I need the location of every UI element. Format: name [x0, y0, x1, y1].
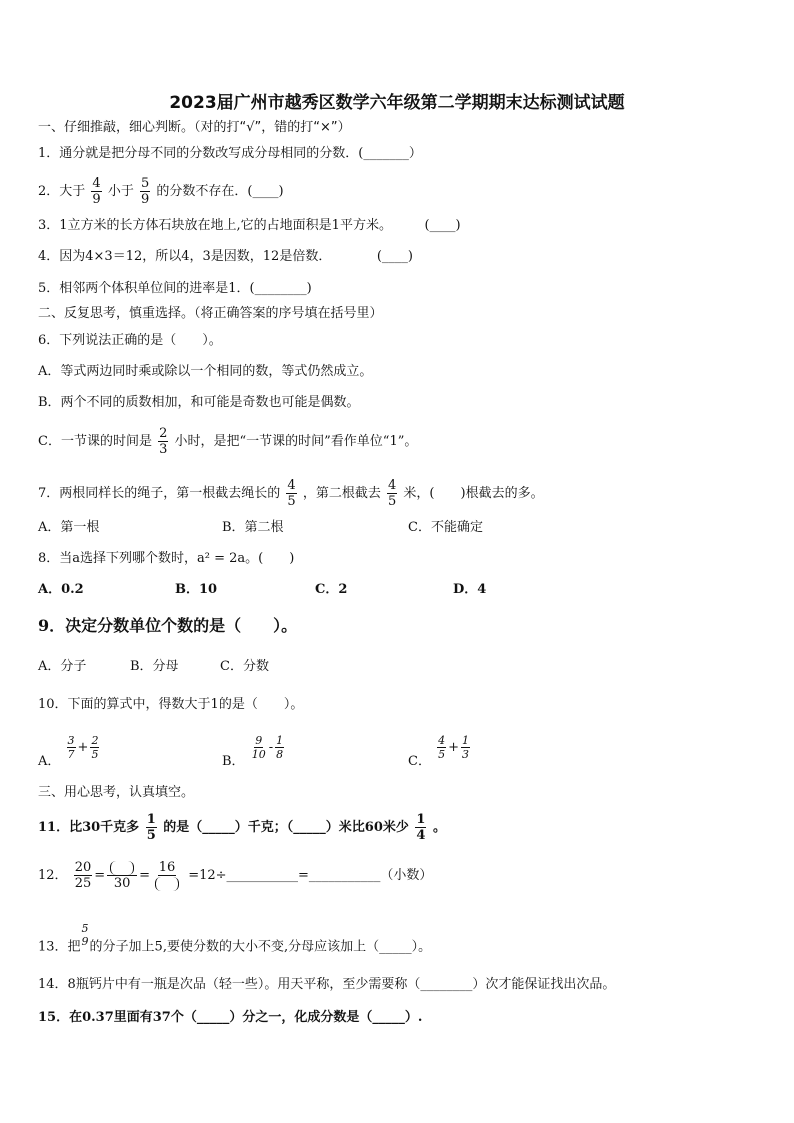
question-10-option-a [38, 734, 101, 772]
question-1: 1．通分就是把分母不同的分数改写成分母相同的分数．(_______） [38, 146, 422, 161]
question-2 [38, 176, 284, 207]
q2-post: 的分数不存在．(____) [156, 184, 284, 199]
question-8-option-d: D．4 [453, 582, 487, 597]
question-10-option-b [222, 734, 286, 772]
question-15: 15．在0.37里面有37个（_____）分之一，化成分数是（_____）. [38, 1010, 423, 1025]
fraction: $\frac{1}{4}$ [416, 812, 426, 843]
question-6-option-c [38, 426, 417, 457]
question-10-option-c [408, 734, 472, 772]
q13-label: 13．把 [38, 939, 81, 955]
fraction: $\frac{1}{5}$ [146, 812, 156, 843]
q11-post: 。 [433, 820, 447, 835]
fraction: $\frac{4}{5}$ [388, 478, 397, 509]
fraction: $\frac{3}{7}$ [67, 734, 75, 761]
q12-label: 12． [38, 868, 68, 883]
fraction: $\frac{4}{5}$ [287, 478, 296, 509]
option-label: A． [38, 754, 61, 769]
q2-pre: 2．大于 [38, 184, 86, 199]
q11-mid: 的是（_____）千克；（_____）米比60米少 [163, 820, 409, 835]
equals-sign: = [94, 868, 106, 883]
operator: - [268, 740, 274, 755]
fraction: $\frac{2}{3}$ [159, 426, 168, 457]
operator: + [448, 740, 459, 755]
q13-post: 的分子加上5,要使分数的大小不变,分母应该加上（_____）。 [89, 939, 432, 955]
q7-post: 米，( )根截去的多。 [403, 486, 544, 501]
fraction: $\frac{4}{9}$ [92, 176, 101, 207]
page-title: 2023届广州市越秀区数学六年级第二学期期末达标测试试题 [169, 93, 625, 113]
q6c-post: 小时，是把“一节课的时间”看作单位“1”。 [174, 434, 418, 449]
question-8-option-c: C．2 [315, 582, 348, 597]
question-3: 3．1立方米的长方体石块放在地上,它的占地面积是1平方米。 (____) [38, 218, 461, 233]
fraction: $\frac{1}{3}$ [462, 734, 469, 761]
q7-mid: ，第二根截去 [302, 486, 381, 501]
question-9-option-a: A．分子 [38, 659, 87, 674]
fraction: $\frac{2}{5}$ [91, 734, 99, 761]
option-label: B． [222, 754, 245, 769]
question-8-option-a: A．0.2 [38, 582, 84, 597]
q2-mid: 小于 [107, 184, 134, 199]
option-label: C． [408, 754, 431, 769]
question-7-option-c: C．不能确定 [408, 520, 483, 535]
question-10-stem: 10．下面的算式中，得数大于1的是（ ）。 [38, 697, 304, 712]
question-9-option-c: C．分数 [220, 659, 269, 674]
fraction: $\frac{4}{5}$ [438, 734, 446, 761]
q12-tail: =12÷___________=___________（小数） [188, 868, 433, 883]
q7-pre: 7．两根同样长的绳子，第一根截去绳长的 [38, 486, 281, 501]
question-4: 4．因为4×3＝12，所以4，3是因数，12是倍数． (____) [38, 249, 413, 264]
q6c-pre: C．一节课的时间是 [38, 434, 152, 449]
equals-sign: = [139, 868, 151, 883]
fraction: 5 9 [81, 922, 89, 948]
section-3-heading: 三、用心思考，认真填空。 [38, 785, 195, 800]
question-9-option-b: B．分母 [130, 659, 179, 674]
question-7-stem [38, 478, 544, 509]
section-2-heading: 二、反复思考，慎重选择。（将正确答案的序号填在括号里） [38, 306, 383, 321]
fraction: $\frac{9}{10}$ [251, 734, 266, 761]
question-8-option-b: B．10 [175, 582, 218, 597]
question-14: 14．8瓶钙片中有一瓶是次品（轻一些）。用天平称，至少需要称（________）次才能保证找出次品。 [38, 977, 616, 992]
blank-parens [155, 877, 179, 891]
question-9-stem: 9．决定分数单位个数的是（ ）。 [38, 616, 298, 635]
question-6-option-a: A．等式两边同时乘或除以一个相同的数，等式仍然成立。 [38, 364, 373, 379]
operator: + [77, 740, 89, 755]
question-13 [38, 922, 431, 958]
blank-parens [110, 861, 134, 875]
question-7-option-b: B．第二根 [222, 520, 284, 535]
fraction: $\frac{1}{8}$ [276, 734, 284, 761]
fraction: $\frac{5}{9}$ [141, 176, 150, 207]
question-6-option-b: B．两个不同的质数相加，和可能是奇数也可能是偶数。 [38, 395, 360, 410]
question-8-stem: 8．当a选择下列哪个数时，a² = 2a。( ) [38, 551, 295, 566]
question-5: 5．相邻两个体积单位间的进率是1．(________) [38, 281, 312, 296]
fraction: $\frac{20}{25}$ [74, 860, 92, 891]
q11-pre: 11．比30千克多 [38, 820, 140, 835]
question-11 [38, 812, 446, 843]
fraction: 30 [107, 860, 137, 891]
fraction: 16 [152, 860, 182, 891]
section-1-heading: 一、仔细推敲，细心判断。（对的打“√”，错的打“×”） [38, 120, 351, 135]
question-12 [38, 860, 432, 891]
question-7-option-a: A．第一根 [38, 520, 100, 535]
question-6-stem: 6．下列说法正确的是（ ）。 [38, 333, 222, 348]
